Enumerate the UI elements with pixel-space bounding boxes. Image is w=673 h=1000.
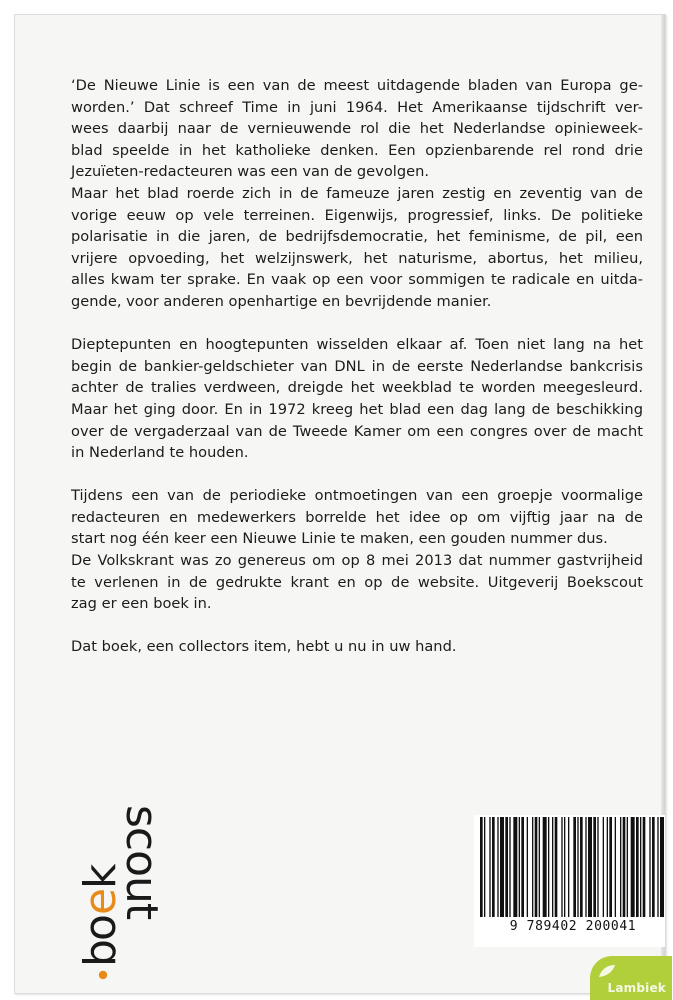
barcode-bar: [500, 817, 504, 917]
watermark-text: Lambiek: [607, 981, 666, 995]
barcode-bar: [513, 817, 517, 917]
text-line: redacteuren en medewerkers borrelde het idee op om vijftig jaar na de: [71, 508, 643, 526]
barcode-bar: [636, 817, 639, 917]
barcode-bar: [497, 817, 498, 917]
barcode-bar: [492, 817, 495, 917]
text-line: ‘De Nieuwe Linie is een van de meest uitdagende bladen van Europa ge-: [71, 77, 643, 94]
barcode-bar: [527, 817, 528, 917]
barcode-bar: [532, 817, 533, 917]
barcode-bar: [521, 817, 524, 917]
barcode-bar: [489, 817, 490, 917]
isbn-number: 9 789402 200041: [509, 919, 637, 934]
text-line: alles kwam ter sprake. En vaak op een voor sommigen te radicale en uitda-: [71, 271, 643, 289]
barcode-bar: [593, 817, 596, 917]
barcode-bar: [568, 817, 569, 917]
barcode-bar: [484, 817, 485, 917]
barcode-bar: [665, 817, 666, 917]
text-line: Maar het blad roerde zich in de fameuze jaren zestig en zeventig van de: [71, 184, 643, 202]
barcode-bar: [643, 817, 646, 917]
text-line: te verlenen in de gedrukte krant en op de website. Uitgeverij Boekscout: [71, 573, 643, 591]
text-line: start nog één keer een Nieuwe Linie te maken, een gouden nummer dus.: [71, 530, 608, 548]
logo-letter-e: e: [75, 887, 126, 915]
barcode-bar: [597, 817, 598, 917]
barcode-bar: [607, 817, 608, 917]
text-line: in Nederland te houden.: [71, 444, 249, 462]
text-line: Dat boek, een collectors item, hebt u nu in uw hand.: [71, 638, 457, 656]
barcode-bar: [535, 817, 538, 917]
barcode-bar: [505, 817, 508, 917]
book-back-cover: [14, 14, 666, 994]
text-line: De Volkskrant was zo genereus om op 8 mei 2013 dat nummer gastvrijheid: [71, 552, 643, 570]
text-line: gende, voor anderen openhartige en bevrijdende manier.: [71, 292, 492, 310]
text-line: zag er een boek in.: [71, 595, 212, 613]
barcode-bar: [585, 817, 586, 917]
barcode-bar: [649, 817, 650, 917]
barcode-bars: [480, 817, 666, 917]
barcode-bar: [543, 817, 547, 917]
barcode-bar: [603, 817, 604, 917]
text-line: vrijere opvoeding, het welzijnswerk, het naturisme, abortus, het milieu,: [71, 249, 643, 267]
barcode-bar: [509, 817, 510, 917]
barcode-bar: [640, 817, 641, 917]
blurb-text: [71, 75, 643, 680]
barcode-bar: [480, 817, 483, 917]
barcode-bar: [573, 817, 576, 917]
logo-letter-k: k: [75, 863, 126, 889]
barcode-bar: [561, 817, 562, 917]
barcode-bar: [580, 817, 583, 917]
text-line: begin de bankier-geldschieter van DNL in de eerste Nederlandse bankcrisis: [71, 357, 643, 375]
barcode-bar: [519, 817, 520, 917]
blurb-paragraph: [71, 75, 643, 313]
boekscout-logo: [75, 793, 171, 983]
barcode-bar: [660, 817, 664, 917]
text-line: achter de tralies verdween, dreigde het weekblad te worden meegesleurd.: [71, 379, 643, 397]
blurb-paragraph: [71, 485, 643, 615]
barcode-bar: [620, 817, 621, 917]
barcode-bar: [588, 817, 592, 917]
logo-letter-o: o: [75, 915, 126, 941]
logo-dot: [99, 971, 107, 979]
text-line: wees daarbij naar de vernieuwende rol die het Nederlandse opinieweek-: [71, 120, 643, 138]
barcode-bar: [609, 817, 612, 917]
barcode-bar: [539, 817, 540, 917]
barcode-bar: [631, 817, 635, 917]
logo-word-boek: b: [75, 940, 126, 967]
leaf-icon: [598, 964, 616, 978]
text-line: over de vergaderzaal van de Tweede Kamer om een congres over de macht: [71, 422, 643, 440]
barcode-bar: [615, 817, 616, 917]
text-line: polarisatie in die jaren, de bedrijfsdemocratie, het feminisme, de pil, een: [71, 228, 643, 246]
barcode-bar: [564, 817, 565, 917]
barcode-bar: [552, 817, 553, 917]
logo-word-scout: scout: [116, 805, 167, 920]
text-line: blad speelde in het katholieke denken. Een opzienbarende rel rond drie: [71, 141, 643, 159]
barcode-bar: [657, 817, 658, 917]
barcode-bar: [652, 817, 655, 917]
barcode-bar: [623, 817, 626, 917]
blurb-paragraph: [71, 636, 643, 658]
barcode-bar: [627, 817, 628, 917]
text-line: worden.’ Dat schreef Time in juni 1964. Het Amerikaanse tijdschrift ver-: [71, 98, 643, 116]
text-line: Jezuïeten-redacteuren was een van de gevolgen.: [71, 163, 430, 181]
barcode-bar: [548, 817, 549, 917]
blurb-paragraph: [71, 334, 643, 464]
barcode-bar: [555, 817, 558, 917]
text-line: Maar het ging door. En in 1972 kreeg het blad een dag lang de beschikking: [71, 400, 643, 418]
text-line: Dieptepunten en hoogtepunten wisselden elkaar af. Toen niet lang na het: [71, 336, 643, 354]
lambiek-watermark: [590, 956, 672, 1000]
text-line: vorige eeuw op vele terreinen. Eigenwijs, progressief, links. De politieke: [71, 206, 643, 224]
isbn-barcode: [474, 815, 666, 947]
text-line: Tijdens een van de periodieke ontmoetingen van een groepje voormalige: [71, 487, 643, 505]
barcode-bar: [577, 817, 578, 917]
